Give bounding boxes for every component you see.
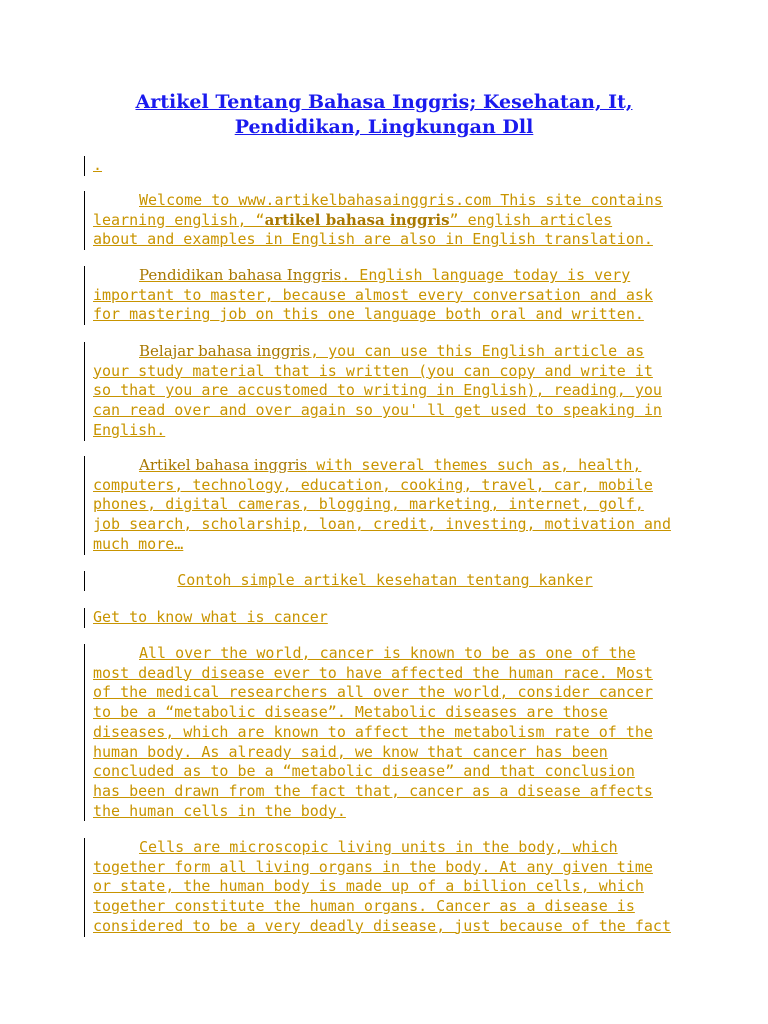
belajar-line-1[interactable]: , you can use this English article as	[310, 342, 645, 360]
cancer1-line-9[interactable]: the human cells in the body.	[93, 801, 346, 820]
belajar-line-5[interactable]: English.	[93, 420, 166, 439]
cancer1-line-3[interactable]: of the medical researchers all over the world, consider cancer	[93, 683, 653, 702]
cancer2-line-4[interactable]: together constitute the human organs. Cancer as a disease is	[93, 897, 635, 916]
keyword-link-artikel-bahasa-inggris[interactable]: artikel bahasa inggris	[264, 210, 450, 229]
cancer1-line-4[interactable]: to be a “metabolic disease”. Metabolic diseases are those	[93, 703, 608, 722]
title-line-1[interactable]: Artikel Tentang Bahasa Inggris; Kesehatan, It,	[135, 91, 633, 113]
artikel-line-1[interactable]: with several themes such as, health,	[307, 456, 642, 474]
cancer1-line-5[interactable]: diseases, which are known to affect the metabolism rate of the	[93, 722, 653, 741]
belajar-line-4[interactable]: can read over and over again so you' ll get used to speaking in	[93, 401, 662, 420]
marker-link[interactable]: .	[93, 156, 103, 174]
keyword-link-belajar[interactable]: Belajar bahasa inggris	[139, 342, 311, 360]
cancer-paragraph-1	[84, 644, 685, 821]
subheading-block	[84, 608, 685, 628]
section-heading[interactable]: Contoh simple artikel kesehatan tentang kanker	[177, 571, 593, 589]
cancer2-line-3[interactable]: or state, the human body is made up of a billion cells, which	[93, 877, 644, 896]
belajar-line-3[interactable]: so that you are accustomed to writing in English), reading, you	[93, 381, 662, 400]
artikel-line-5[interactable]: much more…	[93, 534, 184, 553]
keyword-link-artikel[interactable]: Artikel bahasa inggris	[139, 456, 308, 474]
keyword-link-pendidikan[interactable]: Pendidikan bahasa Inggris	[139, 266, 342, 284]
intro-line-3[interactable]: about and examples in English are also in English translation.	[93, 230, 653, 249]
intro-line-2a[interactable]: learning english, “	[93, 210, 265, 229]
subheading-link[interactable]: Get to know what is cancer	[93, 608, 328, 626]
article-title[interactable]	[0, 90, 768, 140]
cancer-paragraph-2	[84, 838, 685, 937]
pendidikan-line-3[interactable]: for mastering job on this one language both oral and written.	[93, 305, 644, 324]
intro-line-2b[interactable]: ” english articles	[449, 210, 613, 229]
cancer2-line-1[interactable]: Cells are microscopic living units in the body, which	[139, 838, 618, 856]
pendidikan-paragraph	[84, 266, 685, 325]
cancer1-line-8[interactable]: has been drawn from the fact that, cancer as a disease affects	[93, 781, 653, 800]
artikel-line-4[interactable]: job search, scholarship, loan, credit, investing, motivation and	[93, 515, 671, 534]
title-line-2[interactable]: Pendidikan, Lingkungan Dll	[234, 116, 534, 138]
cancer1-line-2[interactable]: most deadly disease ever to have affected the human race. Most	[93, 663, 653, 682]
marker-block	[84, 156, 685, 176]
pendidikan-line-1[interactable]: . English language today is very	[341, 266, 631, 284]
cancer2-line-2[interactable]: together form all living organs in the body. At any given time	[93, 857, 653, 876]
cancer2-line-5[interactable]: considered to be a very deadly disease, just because of the fact	[93, 916, 671, 935]
belajar-line-2[interactable]: your study material that is written (you can copy and write it	[93, 361, 653, 380]
artikel-line-3[interactable]: phones, digital cameras, blogging, marketing, internet, golf,	[93, 495, 644, 514]
section-heading-block	[84, 571, 685, 591]
intro-paragraph	[84, 191, 685, 250]
artikel-paragraph	[84, 456, 685, 555]
pendidikan-line-2[interactable]: important to master, because almost every conversation and ask	[93, 285, 653, 304]
cancer1-line-1[interactable]: All over the world, cancer is known to be as one of the	[139, 644, 636, 662]
belajar-paragraph	[84, 342, 685, 441]
cancer1-line-6[interactable]: human body. As already said, we know that cancer has been	[93, 742, 608, 761]
artikel-line-2[interactable]: computers, technology, education, cooking, travel, car, mobile	[93, 475, 653, 494]
intro-line-1[interactable]: Welcome to www.artikelbahasainggris.com This site contains	[139, 191, 663, 209]
cancer1-line-7[interactable]: concluded as to be a “metabolic disease” and that conclusion	[93, 762, 635, 781]
